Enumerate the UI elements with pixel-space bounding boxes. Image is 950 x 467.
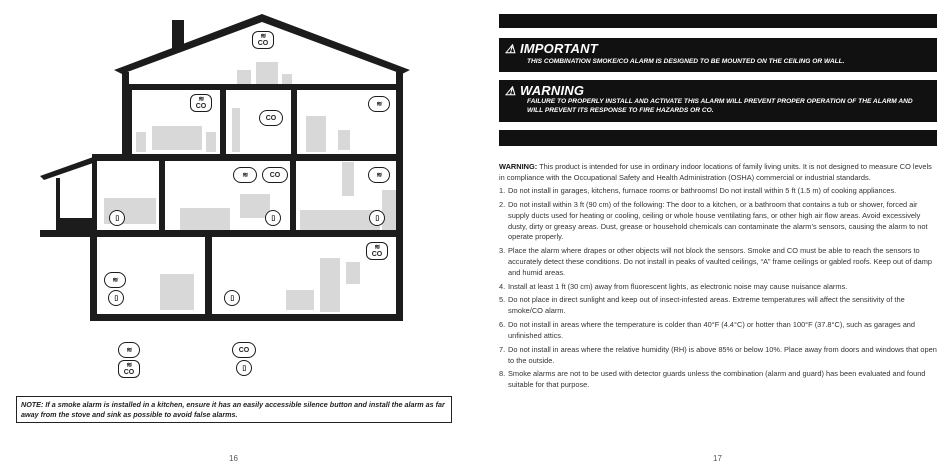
house-diagram xyxy=(0,0,475,330)
bedroom-middle-co-alarm-icon: CO xyxy=(259,110,283,126)
basement-left-plugin-alarm-icon xyxy=(108,290,124,306)
plugin-icon: ▯ xyxy=(115,214,119,222)
plugin-icon: ▯ xyxy=(242,364,246,372)
legend-plugin-icon xyxy=(236,360,252,376)
list-item: 6. Do not install in areas where the temperature is colder than 40°F (4.4°C) or hotter than 100°F (37.8°C), such as garages and unfinished attics. xyxy=(499,320,916,340)
smoke-waves-icon: ≋ xyxy=(198,96,204,103)
smoke-waves-icon: ≋ xyxy=(112,276,118,284)
list-item: 1. Do not install in garages, kitchens, furnace rooms or bathrooms! Do not install within 5 ft (1.5 m) of cooking appliances. xyxy=(499,186,897,196)
garage-plugin-alarm-icon xyxy=(109,210,125,226)
warning-text: FAILURE TO PROPERLY INSTALL AND ACTIVATE THIS ALARM WILL PREVENT PROPER OPERATION OF THE ALARM AND WILL PREVENT ITS RESPONSE TO FIRE HAZARDS OR CO. xyxy=(527,98,913,114)
lead-text: This product is intended for use in ordinary indoor locations of family living units. It is not designed to measure CO levels in compliance with the Occupational Safety and Health Administration (OSHA) commercial or industrial standards. xyxy=(499,162,932,182)
plugin-icon: ▯ xyxy=(114,294,118,302)
list-item: 4. Install at least 1 ft (30 cm) away from fluorescent lights, as electronic noise may cause nuisance alarms. xyxy=(499,281,848,291)
list-item: 3. Place the alarm where drapes or other objects will not block the sensors. Smoke and CO must be able to reach the sensors to accurately detect these conditions. Do not install in peaks of vaulted ceilings, “A” frame ceilings or gabled roofs. Keep out of damp and humid areas. xyxy=(499,246,932,277)
plugin-icon: ▯ xyxy=(230,294,234,302)
plugin-icon: ▯ xyxy=(375,214,379,222)
living-plugin-alarm-icon xyxy=(265,210,281,226)
legend-co-icon: CO xyxy=(232,342,256,358)
kitchen-note: NOTE: If a smoke alarm is installed in a kitchen, ensure it has an easily accessible silence button and install the alarm as far away from the stove and sink as possible to avoid false alarms. xyxy=(16,396,452,423)
smoke-waves-icon: ≋ xyxy=(260,33,266,40)
warning-title: WARNING xyxy=(519,83,585,98)
smoke-waves-icon: ≋ xyxy=(126,346,132,354)
smoke-waves-icon: ≋ xyxy=(374,244,380,251)
bedroom-left-combination-alarm-icon: ≋ CO xyxy=(190,94,212,112)
warning-box xyxy=(499,80,937,122)
plugin-icon: ▯ xyxy=(271,214,275,222)
living-co-alarm-icon: CO xyxy=(262,167,288,183)
chimney xyxy=(172,20,184,48)
important-title: IMPORTANT xyxy=(519,41,598,56)
kitchen-smoke-alarm-icon xyxy=(368,167,390,183)
smoke-waves-icon: ≋ xyxy=(242,171,248,179)
list-item: 7. Do not install in areas where the relative humidity (RH) is above 85% or below 10%. Place away from doors and windows that open to the outside. xyxy=(499,344,937,365)
living-smoke-alarm-icon xyxy=(233,167,257,183)
warning-triangle-icon: ⚠ xyxy=(505,83,516,98)
smoke-waves-icon: ≋ xyxy=(126,362,132,369)
page-number-right: 17 xyxy=(713,454,722,463)
basement-middle-plugin-alarm-icon xyxy=(224,290,240,306)
basement-right-combination-alarm-icon: ≋ CO xyxy=(366,242,388,260)
legend-combination-icon: ≋ CO xyxy=(118,360,140,378)
page-number-left: 16 xyxy=(229,454,238,463)
smoke-waves-icon: ≋ xyxy=(376,171,382,179)
list-item: 2. Do not install within 3 ft (90 cm) of the following: The door to a kitchen, or a bathroom that contains a tub or shower, forced air supply ducts used for heating or cooling, ceiling or whole house ventilating fans, or other high air flow areas. Avoid excessively dusty, dirty or greasy areas. Dust, grease or household chemicals can contaminate the alarm’s sensors, causing the alarm to not operate properly. xyxy=(499,199,928,242)
list-item: 8. Smoke alarms are not to be used with detector guards unless the combination (alarm and guard) has been evaluated and found suitable for that purpose. xyxy=(499,369,926,390)
furniture xyxy=(104,62,396,312)
attic-combination-alarm-icon: ≋ CO xyxy=(252,31,274,49)
smoke-waves-icon: ≋ xyxy=(376,100,382,108)
section-black-bar xyxy=(499,130,937,146)
lead-paragraph xyxy=(499,162,939,184)
warning-triangle-icon: ⚠ xyxy=(505,41,516,56)
right-page xyxy=(475,0,950,467)
basement-left-smoke-alarm-icon xyxy=(104,272,126,288)
important-box xyxy=(499,38,937,72)
lead-label: WARNING: xyxy=(499,162,538,171)
bedroom-right-smoke-alarm-icon xyxy=(368,96,390,112)
important-text: THIS COMBINATION SMOKE/CO ALARM IS DESIGNED TO BE MOUNTED ON THE CEILING OR WALL. xyxy=(527,58,845,65)
warning-list xyxy=(499,186,939,391)
list-item: 5. Do not place in direct sunlight and keep out of insect-infested areas. Extreme temperatures will affect the sensitivity of the smoke/CO alarm. xyxy=(499,295,905,316)
legend-smoke-icon xyxy=(118,342,140,358)
top-black-bar xyxy=(499,14,937,28)
kitchen-plugin-alarm-icon xyxy=(369,210,385,226)
installation-warnings xyxy=(499,162,939,394)
